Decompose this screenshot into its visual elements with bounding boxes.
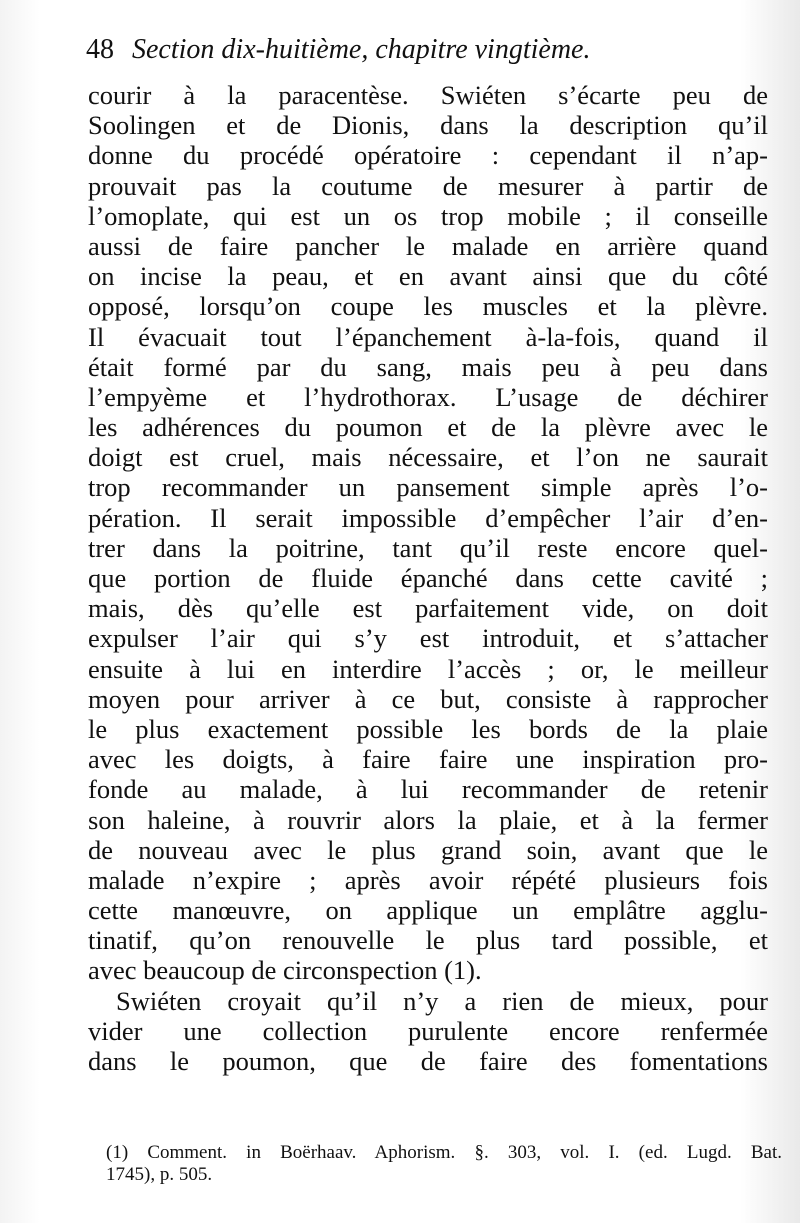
- text-line: son haleine, à rouvrir alors la plaie, et à la fermer: [88, 804, 768, 835]
- text-line: l’omoplate, qui est un os trop mobile ; il conseille: [88, 200, 768, 231]
- text-line: le plus exactement possible les bords de la plaie: [88, 713, 768, 744]
- text-line: que portion de fluide épanché dans cette cavité ;: [88, 563, 768, 593]
- text-line: trop recommander un pansement simple après l’o-: [88, 472, 768, 503]
- text-line: Il évacuait tout l’épanchement à-la-fois, quand il: [88, 321, 768, 352]
- text-line: les adhérences du poumon et de la plèvre avec le: [88, 412, 768, 443]
- text-line: aussi de faire pancher le malade en arrière quand: [88, 230, 768, 261]
- text-line: opposé, lorsqu’on coupe les muscles et la plèvre.: [88, 291, 768, 322]
- footnote-line: 1745), p. 505.: [106, 1164, 213, 1185]
- text-line: cette manœuvre, on applique un emplâtre agglu-: [88, 895, 768, 926]
- running-head: Section dix-huitième, chapitre vingtième.: [132, 34, 591, 65]
- text-line: mais, dès qu’elle est parfaitement vide, on doit: [88, 593, 768, 624]
- text-line: doigt est cruel, mais nécessaire, et l’on ne saurait: [88, 442, 768, 473]
- text-line: fonde au malade, à lui recommander de retenir: [88, 774, 768, 805]
- text-line: on incise la peau, et en avant ainsi que du côté: [88, 261, 768, 292]
- text-line: moyen pour arriver à ce but, consiste à rapprocher: [88, 683, 768, 714]
- page-header: [86, 34, 766, 74]
- text-line: courir à la paracentèse. Swiéten s’écarte peu de: [88, 80, 768, 110]
- text-line: expulser l’air qui s’y est introduit, et s’attacher: [88, 623, 768, 654]
- text-line: l’empyème et l’hydrothorax. L’usage de déchirer: [88, 381, 768, 412]
- text-line: ensuite à lui en interdire l’accès ; or, le meilleur: [88, 653, 768, 684]
- footnote-line: (1) Comment. in Boërhaav. Aphorism. §. 303, vol. I. (ed. Lugd. Bat.: [106, 1142, 782, 1163]
- text-line: trer dans la poitrine, tant qu’il reste encore quel-: [88, 532, 768, 563]
- text-line: pération. Il serait impossible d’empêcher l’air d’en-: [88, 502, 768, 533]
- page-number: 48: [86, 34, 114, 65]
- text-line: dans le poumon, que de faire des fomentations: [88, 1046, 768, 1076]
- text-line: Soolingen et de Dionis, dans la description qu’il: [88, 110, 768, 141]
- body-text: [88, 80, 768, 1076]
- text-line: de nouveau avec le plus grand soin, avant que le: [88, 834, 768, 865]
- text-line: malade n’expire ; après avoir répété plusieurs fois: [88, 864, 768, 895]
- text-line: vider une collection purulente encore renfermée: [88, 1015, 768, 1046]
- text-line: tinatif, qu’on renouvelle le plus tard possible, et: [88, 925, 768, 956]
- footnotes: [106, 1142, 782, 1186]
- text-line: donne du procédé opératoire : cependant il n’ap-: [88, 140, 768, 171]
- text-line: avec les doigts, à faire faire une inspiration pro-: [88, 744, 768, 775]
- text-line: prouvait pas la coutume de mesurer à partir de: [88, 170, 768, 201]
- text-line: avec beaucoup de circonspection (1).: [88, 955, 482, 986]
- text-line: était formé par du sang, mais peu à peu dans: [88, 351, 768, 382]
- text-line: Swiéten croyait qu’il n’y a rien de mieux, pour: [116, 985, 768, 1016]
